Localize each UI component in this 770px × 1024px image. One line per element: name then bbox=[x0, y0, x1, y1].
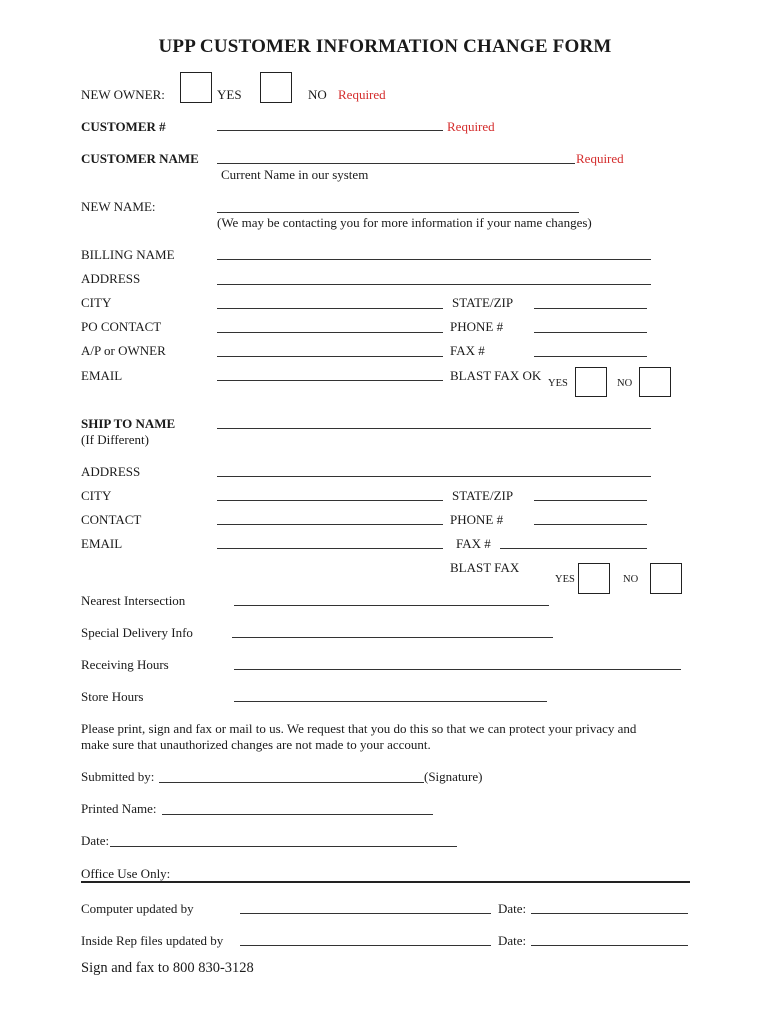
ship-to-name-field[interactable] bbox=[217, 428, 651, 429]
ship-blast-fax-yes-checkbox[interactable] bbox=[578, 563, 610, 594]
billing-fax-field[interactable] bbox=[534, 356, 647, 357]
billing-city-field[interactable] bbox=[217, 308, 443, 309]
billing-state-zip-label: STATE/ZIP bbox=[452, 295, 514, 310]
form-title: UPP CUSTOMER INFORMATION CHANGE FORM bbox=[158, 36, 612, 57]
ship-to-name-label: SHIP TO NAME bbox=[81, 416, 176, 431]
customer-number-label: CUSTOMER # bbox=[81, 119, 166, 134]
store-hours-field[interactable] bbox=[234, 701, 547, 702]
customer-number-field[interactable] bbox=[217, 130, 443, 131]
inside-rep-date-field[interactable] bbox=[531, 945, 688, 946]
blast-fax-ok-no-checkbox[interactable] bbox=[639, 367, 671, 397]
special-delivery-field[interactable] bbox=[232, 637, 553, 638]
billing-name-label: BILLING NAME bbox=[81, 247, 175, 262]
new-owner-yes-label: YES bbox=[217, 87, 242, 102]
ship-phone-field[interactable] bbox=[534, 524, 647, 525]
blast-fax-ok-yes-checkbox[interactable] bbox=[575, 367, 607, 397]
store-hours-label: Store Hours bbox=[81, 689, 144, 704]
customer-name-hint: Current Name in our system bbox=[221, 167, 369, 182]
fax-instructions: Sign and fax to 800 830-3128 bbox=[81, 960, 254, 976]
receiving-hours-label: Receiving Hours bbox=[81, 657, 169, 672]
billing-address-field[interactable] bbox=[217, 284, 651, 285]
ship-address-field[interactable] bbox=[217, 476, 651, 477]
ship-state-zip-label: STATE/ZIP bbox=[452, 488, 514, 503]
submitted-by-label: Submitted by: bbox=[81, 769, 155, 784]
inside-rep-field[interactable] bbox=[240, 945, 491, 946]
ship-blast-fax-no-checkbox[interactable] bbox=[650, 563, 682, 594]
office-use-divider bbox=[81, 881, 690, 883]
customer-name-required: Required bbox=[576, 151, 624, 166]
billing-city-label: CITY bbox=[81, 295, 112, 310]
office-use-label: Office Use Only: bbox=[81, 866, 171, 881]
new-name-hint: (We may be contacting you for more information if your name changes) bbox=[217, 215, 592, 230]
ship-state-zip-field[interactable] bbox=[534, 500, 647, 501]
date-field[interactable] bbox=[110, 846, 457, 847]
new-owner-no-checkbox[interactable] bbox=[260, 72, 292, 103]
ap-owner-label: A/P or OWNER bbox=[81, 343, 166, 358]
ship-fax-field[interactable] bbox=[500, 548, 647, 549]
signature-field[interactable] bbox=[159, 782, 424, 783]
new-owner-label: NEW OWNER: bbox=[81, 87, 165, 102]
blast-fax-ok-no-label: NO bbox=[617, 378, 633, 389]
billing-phone-label: PHONE # bbox=[450, 319, 504, 334]
ship-city-field[interactable] bbox=[217, 500, 443, 501]
new-name-label: NEW NAME: bbox=[81, 199, 156, 214]
inside-rep-date-label: Date: bbox=[498, 933, 527, 948]
billing-name-field[interactable] bbox=[217, 259, 651, 260]
blast-fax-ok-yes-label: YES bbox=[548, 378, 568, 389]
ship-city-label: CITY bbox=[81, 488, 112, 503]
ship-email-field[interactable] bbox=[217, 548, 443, 549]
date-label: Date: bbox=[81, 833, 110, 848]
inside-rep-label: Inside Rep files updated by bbox=[81, 933, 224, 948]
new-owner-no-label: NO bbox=[308, 87, 327, 102]
special-delivery-label: Special Delivery Info bbox=[81, 625, 193, 640]
computer-updated-label: Computer updated by bbox=[81, 901, 194, 916]
billing-email-field[interactable] bbox=[217, 380, 443, 381]
ship-contact-label: CONTACT bbox=[81, 512, 142, 527]
ship-email-label: EMAIL bbox=[81, 536, 123, 551]
computer-updated-date-label: Date: bbox=[498, 901, 527, 916]
notice-line-2: make sure that unauthorized changes are not made to your account. bbox=[81, 737, 431, 752]
blast-fax-ok-label: BLAST FAX OK bbox=[450, 368, 542, 383]
nearest-intersection-field[interactable] bbox=[234, 605, 549, 606]
ship-contact-field[interactable] bbox=[217, 524, 443, 525]
ship-phone-label: PHONE # bbox=[450, 512, 504, 527]
po-contact-field[interactable] bbox=[217, 332, 443, 333]
billing-fax-label: FAX # bbox=[450, 343, 485, 358]
ship-blast-fax-no-label: NO bbox=[623, 574, 639, 585]
ship-fax-label: FAX # bbox=[456, 536, 491, 551]
billing-address-label: ADDRESS bbox=[81, 271, 141, 286]
printed-name-label: Printed Name: bbox=[81, 801, 157, 816]
customer-number-required: Required bbox=[447, 119, 495, 134]
ship-blast-fax-label: BLAST FAX bbox=[450, 560, 520, 575]
receiving-hours-field[interactable] bbox=[234, 669, 681, 670]
customer-name-field[interactable] bbox=[217, 163, 575, 164]
ship-address-label: ADDRESS bbox=[81, 464, 141, 479]
new-owner-required: Required bbox=[338, 87, 386, 102]
new-name-field[interactable] bbox=[217, 212, 579, 213]
new-owner-yes-checkbox[interactable] bbox=[180, 72, 212, 103]
ship-to-if-different: (If Different) bbox=[81, 432, 149, 447]
billing-state-zip-field[interactable] bbox=[534, 308, 647, 309]
computer-updated-date-field[interactable] bbox=[531, 913, 688, 914]
billing-phone-field[interactable] bbox=[534, 332, 647, 333]
customer-name-label: CUSTOMER NAME bbox=[81, 151, 199, 166]
billing-email-label: EMAIL bbox=[81, 368, 123, 383]
computer-updated-field[interactable] bbox=[240, 913, 491, 914]
notice-line-1: Please print, sign and fax or mail to us. We request that you do this so that we can protect your privacy and bbox=[81, 721, 637, 736]
printed-name-field[interactable] bbox=[162, 814, 433, 815]
ship-blast-fax-yes-label: YES bbox=[555, 574, 575, 585]
nearest-intersection-label: Nearest Intersection bbox=[81, 593, 186, 608]
ap-owner-field[interactable] bbox=[217, 356, 443, 357]
signature-label: (Signature) bbox=[424, 769, 483, 784]
po-contact-label: PO CONTACT bbox=[81, 319, 162, 334]
